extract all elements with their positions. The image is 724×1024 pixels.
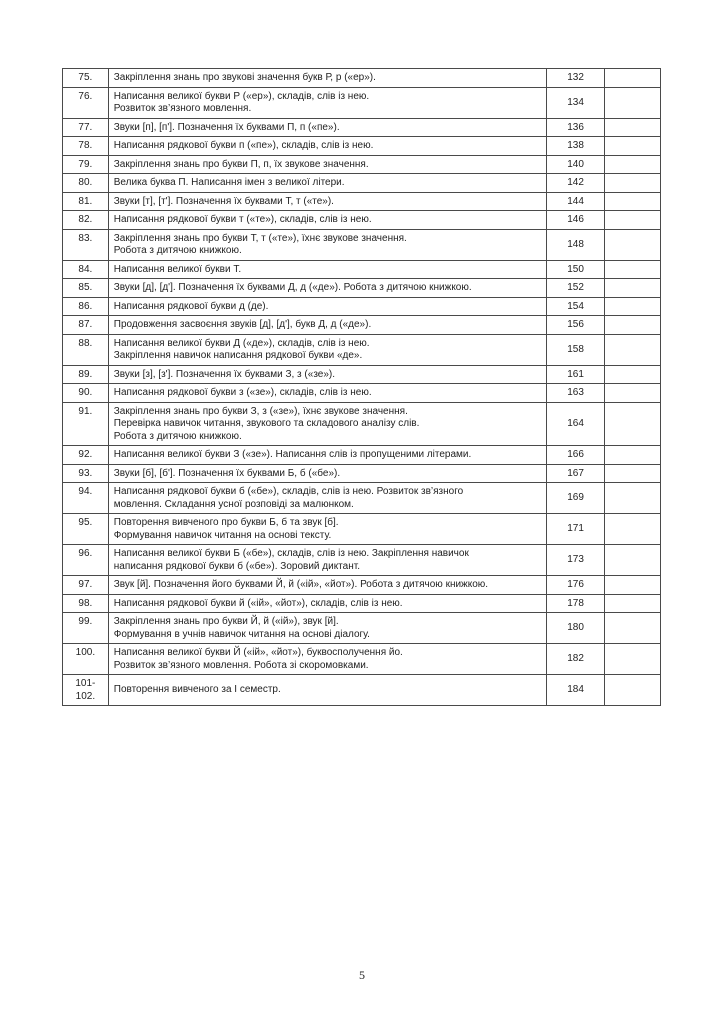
lesson-number: 77.	[63, 118, 109, 137]
lesson-number: 84.	[63, 260, 109, 279]
lesson-topic-line: Написання рядкової букви п («пе»), складів, слів із нею.	[113, 140, 374, 151]
textbook-page: 152	[547, 279, 605, 298]
lesson-number: 94.	[63, 483, 109, 514]
lesson-topic	[108, 446, 546, 465]
lesson-topic-line: написання рядкової букви б («бе»). Зоровий диктант.	[113, 560, 360, 572]
table-row	[63, 446, 661, 465]
empty-cell	[605, 514, 661, 545]
empty-cell	[605, 594, 661, 613]
table-row	[63, 384, 661, 403]
empty-cell	[605, 483, 661, 514]
textbook-page: 156	[547, 316, 605, 335]
lesson-number: 88.	[63, 334, 109, 365]
empty-cell	[605, 260, 661, 279]
textbook-page: 169	[547, 483, 605, 514]
lesson-topic	[108, 576, 546, 595]
lesson-topic-line: Звуки [п], [п']. Позначення їх буквами П, п («пе»).	[113, 121, 340, 133]
lesson-topic-line: Написання великої букви З («зе»). Написання слів із пропущеними літерами.	[113, 449, 472, 460]
lesson-topic-line: Робота з дитячою книжкою.	[113, 430, 242, 442]
textbook-page: 154	[547, 297, 605, 316]
lesson-topic	[108, 279, 546, 298]
lesson-topic-line: Звуки [т], [т']. Позначення їх буквами Т, т («те»).	[113, 195, 334, 207]
lesson-topic-line: Закріплення навичок написання рядкової букви «де».	[113, 350, 363, 361]
table-row	[63, 279, 661, 298]
lesson-topic	[108, 402, 546, 446]
empty-cell	[605, 316, 661, 335]
textbook-page: 144	[547, 192, 605, 211]
lesson-topic	[108, 137, 546, 156]
table-row	[63, 69, 661, 88]
lesson-topic	[108, 644, 546, 675]
lesson-topic-line: Формування навичок читання на основі тексту.	[113, 529, 332, 541]
lesson-topic	[108, 514, 546, 545]
lesson-number: 76.	[63, 87, 109, 118]
lesson-topic	[108, 118, 546, 137]
empty-cell	[605, 384, 661, 403]
textbook-page: 182	[547, 644, 605, 675]
lesson-topic-line: Написання рядкової букви д (де).	[113, 300, 269, 312]
empty-cell	[605, 192, 661, 211]
lesson-topic-line: Перевірка навичок читання, звукового та складового аналізу слів.	[113, 418, 420, 429]
lesson-number: 97.	[63, 576, 109, 595]
table-row	[63, 137, 661, 156]
table-row	[63, 229, 661, 260]
lesson-topic	[108, 229, 546, 260]
lesson-number: 101- 102.	[63, 675, 109, 706]
empty-cell	[605, 155, 661, 174]
lesson-plan-table	[62, 68, 661, 706]
lesson-topic-line: Формування в учнів навичок читання на основі діалогу.	[113, 628, 370, 640]
textbook-page: 142	[547, 174, 605, 193]
lesson-topic	[108, 675, 546, 706]
lesson-topic-line: мовлення. Складання усної розповіді за малюнком.	[113, 498, 354, 510]
textbook-page: 136	[547, 118, 605, 137]
lesson-topic-line: Написання рядкової букви т («те»), складів, слів із нею.	[113, 214, 372, 225]
empty-cell	[605, 279, 661, 298]
table-row	[63, 483, 661, 514]
textbook-page: 176	[547, 576, 605, 595]
lesson-plan-body	[63, 69, 661, 706]
lesson-topic-line: Робота з дитячою книжкою.	[113, 245, 242, 256]
lesson-topic-line: Написання рядкової букви з («зе»), складів, слів із нею.	[113, 387, 372, 398]
lesson-topic-line: Написання рядкової букви б («бе»), складів, слів із нею. Розвиток зв’язного	[113, 486, 464, 497]
lesson-topic-line: Розвиток зв’язного мовлення.	[113, 103, 252, 114]
lesson-number: 75.	[63, 69, 109, 88]
table-row	[63, 155, 661, 174]
lesson-topic	[108, 613, 546, 644]
lesson-topic-line: Розвиток зв’язного мовлення. Робота зі скоромовками.	[113, 659, 369, 671]
lesson-topic	[108, 155, 546, 174]
lesson-number: 86.	[63, 297, 109, 316]
lesson-number: 83.	[63, 229, 109, 260]
lesson-number: 96.	[63, 545, 109, 576]
lesson-number: 82.	[63, 211, 109, 230]
lesson-topic	[108, 334, 546, 365]
empty-cell	[605, 545, 661, 576]
lesson-topic-line: Велика буква П. Написання імен з великої літери.	[113, 177, 345, 188]
lesson-topic-line: Написання великої букви Й («ій», «йот»), буквосполучення йо.	[113, 647, 403, 658]
lesson-topic	[108, 594, 546, 613]
lesson-topic-line: Написання великої букви Р («ер»), складів, слів із нею.	[113, 90, 370, 102]
empty-cell	[605, 446, 661, 465]
textbook-page: 164	[547, 402, 605, 446]
lesson-topic-line: Написання великої букви Т.	[113, 263, 242, 275]
lesson-topic-line: Написання рядкової букви й («ій», «йот»), складів, слів із нею.	[113, 597, 403, 609]
table-row	[63, 118, 661, 137]
empty-cell	[605, 297, 661, 316]
table-row	[63, 545, 661, 576]
table-row	[63, 316, 661, 335]
table-row	[63, 675, 661, 706]
lesson-topic-line: Написання великої букви Б («бе»), складів, слів із нею. Закріплення навичок	[113, 548, 469, 559]
lesson-number: 79.	[63, 155, 109, 174]
table-row	[63, 87, 661, 118]
empty-cell	[605, 334, 661, 365]
table-row	[63, 576, 661, 595]
lesson-topic-line: Звуки [з], [з']. Позначення їх буквами З, з («зе»).	[113, 368, 336, 380]
lesson-topic	[108, 260, 546, 279]
lesson-topic	[108, 365, 546, 384]
textbook-page: 173	[547, 545, 605, 576]
table-row	[63, 594, 661, 613]
lesson-number: 95.	[63, 514, 109, 545]
lesson-topic-line: Повторення вивченого за І семестр.	[113, 684, 281, 696]
lesson-topic-line: Звуки [д], [д']. Позначення їх буквами Д, д («де»). Робота з дитячою книжкою.	[113, 282, 472, 293]
lesson-number: 100.	[63, 644, 109, 675]
textbook-page: 161	[547, 365, 605, 384]
empty-cell	[605, 576, 661, 595]
lesson-number: 99.	[63, 613, 109, 644]
empty-cell	[605, 229, 661, 260]
table-row	[63, 613, 661, 644]
lesson-topic-line: Закріплення знань про букви Й, й («ій»), звук [й].	[113, 616, 339, 627]
textbook-page: 184	[547, 675, 605, 706]
lesson-topic	[108, 384, 546, 403]
table-row	[63, 297, 661, 316]
empty-cell	[605, 137, 661, 156]
empty-cell	[605, 365, 661, 384]
lesson-topic	[108, 192, 546, 211]
textbook-page: 138	[547, 137, 605, 156]
textbook-page: 166	[547, 446, 605, 465]
lesson-topic-line: Написання великої букви Д («де»), складів, слів із нею.	[113, 337, 370, 349]
lesson-number: 91.	[63, 402, 109, 446]
page-number: 5	[359, 968, 365, 982]
lesson-topic	[108, 464, 546, 483]
textbook-page: 178	[547, 594, 605, 613]
textbook-page: 180	[547, 613, 605, 644]
empty-cell	[605, 613, 661, 644]
lesson-topic	[108, 297, 546, 316]
lesson-number: 87.	[63, 316, 109, 335]
lesson-number: 85.	[63, 279, 109, 298]
textbook-page: 146	[547, 211, 605, 230]
lesson-topic-line: Закріплення знань про букви П, п, їх звукове значення.	[113, 158, 369, 170]
lesson-topic	[108, 174, 546, 193]
lesson-number: 89.	[63, 365, 109, 384]
empty-cell	[605, 174, 661, 193]
lesson-topic	[108, 211, 546, 230]
lesson-topic	[108, 316, 546, 335]
lesson-topic	[108, 69, 546, 88]
lesson-topic-line: Продовження засвоєння звуків [д], [д'], букв Д, д («де»).	[113, 319, 372, 330]
table-row	[63, 174, 661, 193]
empty-cell	[605, 118, 661, 137]
textbook-page: 148	[547, 229, 605, 260]
table-row	[63, 211, 661, 230]
empty-cell	[605, 464, 661, 483]
textbook-page: 132	[547, 69, 605, 88]
lesson-number: 98.	[63, 594, 109, 613]
lesson-topic-line: Звук [й]. Позначення його буквами Й, й («ій», «йот»). Робота з дитячою книжкою.	[113, 579, 489, 590]
table-row	[63, 192, 661, 211]
lesson-number: 93.	[63, 464, 109, 483]
table-row	[63, 260, 661, 279]
empty-cell	[605, 675, 661, 706]
lesson-number: 90.	[63, 384, 109, 403]
lesson-topic	[108, 87, 546, 118]
lesson-topic	[108, 545, 546, 576]
lesson-topic	[108, 483, 546, 514]
empty-cell	[605, 87, 661, 118]
table-row	[63, 464, 661, 483]
lesson-number: 80.	[63, 174, 109, 193]
textbook-page: 158	[547, 334, 605, 365]
lesson-topic-line: Звуки [б], [б']. Позначення їх буквами Б, б («бе»).	[113, 467, 341, 479]
lesson-topic-line: Закріплення знань про букви Т, т («те»), їхнє звукове значення.	[113, 232, 407, 244]
lesson-topic-line: Повторення вивченого про букви Б, б та звук [б].	[113, 517, 339, 528]
table-row	[63, 334, 661, 365]
empty-cell	[605, 402, 661, 446]
lesson-number: 92.	[63, 446, 109, 465]
textbook-page: 167	[547, 464, 605, 483]
table-row	[63, 514, 661, 545]
lesson-topic-line: Закріплення знань про букви З, з («зе»), їхнє звукове значення.	[113, 405, 408, 417]
textbook-page: 134	[547, 87, 605, 118]
lesson-topic-line: Закріплення знань про звукові значення букв Р, р («ер»).	[113, 72, 376, 83]
table-row	[63, 644, 661, 675]
table-row	[63, 402, 661, 446]
textbook-page: 163	[547, 384, 605, 403]
textbook-page: 171	[547, 514, 605, 545]
table-row	[63, 365, 661, 384]
empty-cell	[605, 69, 661, 88]
empty-cell	[605, 211, 661, 230]
lesson-number: 81.	[63, 192, 109, 211]
empty-cell	[605, 644, 661, 675]
textbook-page: 150	[547, 260, 605, 279]
textbook-page: 140	[547, 155, 605, 174]
lesson-number: 78.	[63, 137, 109, 156]
